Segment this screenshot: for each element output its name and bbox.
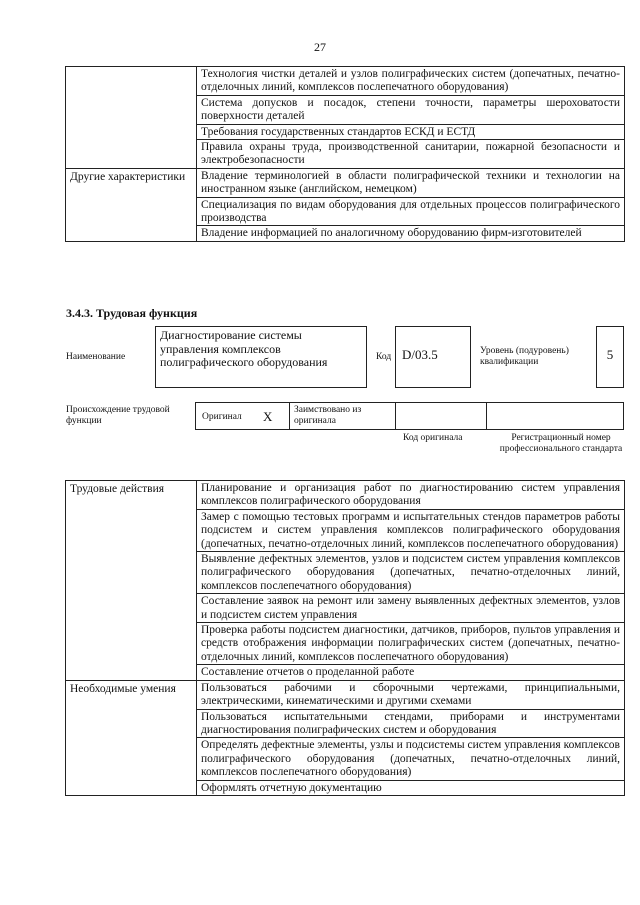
original-mark: X — [263, 409, 273, 424]
row-text: Система допусков и посадок, степени точности, параметры шероховатости поверхности деталей — [197, 95, 625, 124]
knowledge-table — [65, 66, 625, 242]
row-text: Определять дефектные элементы, узлы и подсистемы систем управления комплексов полиграфического оборудования (допечатных, печатно-отделочных линий, комплексов послепечатного оборудования) — [197, 738, 625, 780]
row-text: Владение терминологией в области полиграфической техники и технологии на иностранном языке (английском, немецком) — [197, 168, 625, 197]
table-row — [66, 680, 625, 709]
level-value: 5 — [606, 347, 614, 362]
row-text: Замер с помощью тестовых программ и испытательных стендов параметров работы подсистем и систем управления комплексов полиграфического оборудования (допечатных, печатно-отделочных линий, комплексов послепечатного оборудования) — [197, 509, 625, 551]
row-label-required-skills: Необходимые умения — [66, 680, 197, 795]
code-original-caption: Код оригинала — [403, 433, 463, 443]
row-text: Составление заявок на ремонт или замену выявленных дефектных элементов, узлов и подсистем систем управления — [197, 594, 625, 623]
code-label: Код — [376, 352, 392, 362]
row-label — [66, 67, 197, 169]
row-label-labor-actions: Трудовые действия — [66, 481, 197, 681]
row-text: Владение информацией по аналогичному оборудованию фирм-изготовителей — [197, 226, 625, 241]
row-text: Специализация по видам оборудования для отдельных процессов полиграфического производства — [197, 197, 625, 226]
name-box — [155, 326, 367, 388]
row-text: Требования государственных стандартов ЕСКД и ЕСТД — [197, 124, 625, 139]
name-label: Наименование — [66, 352, 126, 362]
table-row — [66, 168, 625, 197]
borrowed-cell — [289, 402, 396, 430]
row-text: Выявление дефектных элементов, узлов и подсистем систем управления комплексов полиграфического оборудования (допечатных, печатно-отделочных линий, комплексов послепечатного оборудования) — [197, 552, 625, 594]
row-text: Пользоваться испытательными стендами, приборами и инструментами диагностирования полиграфических систем и оборудования — [197, 709, 625, 738]
original-label: Оригинал — [202, 412, 242, 422]
level-label: Уровень (подуровень) квалификации — [480, 346, 569, 367]
table-row — [66, 67, 625, 96]
table-row — [66, 481, 625, 510]
row-text: Планирование и организация работ по диагностированию систем управления комплексов полиграфического оборудования — [197, 481, 625, 510]
code-box — [395, 326, 471, 388]
code-original-cell — [395, 402, 487, 430]
actions-table — [65, 480, 625, 796]
original-cell — [195, 402, 290, 430]
row-text: Проверка работы подсистем диагностики, датчиков, приборов, пультов управления и средств отображения информации полиграфических систем (допечатных, печатно-отделочных линий, комплексов послепечатного оборудования) — [197, 623, 625, 665]
row-text: Технология чистки деталей и узлов полиграфических систем (допечатных, печатно-отделочных линий, комплексов послепечатного оборудования) — [197, 67, 625, 96]
section-title: 3.4.3. Трудовая функция — [66, 306, 198, 320]
reg-number-caption: Регистрационный номер профессионального стандарта — [499, 433, 623, 454]
row-label-other-characteristics: Другие характеристики — [66, 168, 197, 241]
borrowed-label: Заимствовано из оригинала — [294, 405, 362, 426]
row-text: Пользоваться рабочими и сборочными чертежами, принципиальными, электрическими, кинематическими и другими схемами — [197, 680, 625, 709]
origin-label: Происхождение трудовой функции — [66, 405, 170, 426]
code-value: D/03.5 — [402, 347, 438, 362]
function-name: Диагностирование системы управления комплексов полиграфического оборудования — [160, 328, 328, 369]
level-box — [596, 326, 624, 388]
page-number: 27 — [314, 40, 326, 54]
reg-number-cell — [486, 402, 624, 430]
row-text: Правила охраны труда, производственной санитарии, пожарной безопасности и электробезопасности — [197, 140, 625, 169]
row-text: Оформлять отчетную документацию — [197, 780, 625, 795]
row-text: Составление отчетов о проделанной работе — [197, 665, 625, 680]
